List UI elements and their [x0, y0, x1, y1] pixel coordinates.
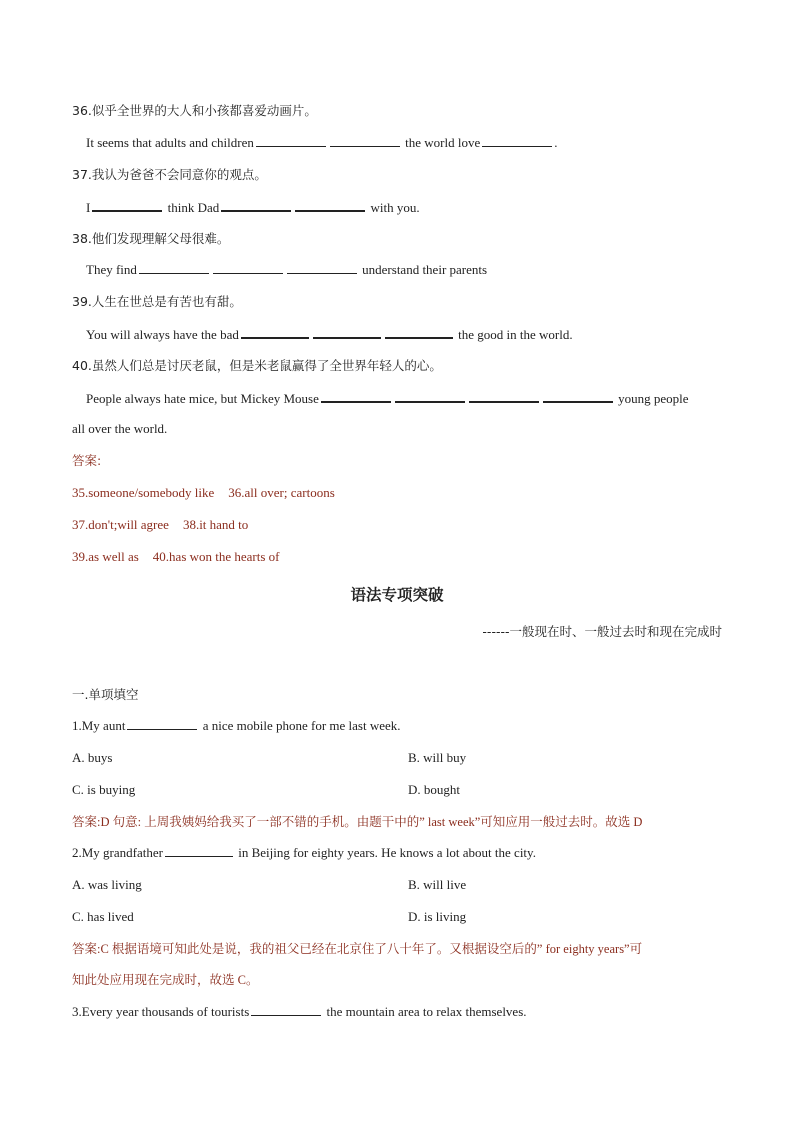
- mc-question-1: 1.My aunt a nice mobile phone for me last week.: [72, 718, 401, 733]
- answer-blank[interactable]: [213, 261, 283, 274]
- option-b[interactable]: B. will live: [408, 877, 467, 892]
- answers-row-2: 37.don't;will agree 38.it hand to: [72, 517, 249, 532]
- question-40-english: People always hate mice, but Mickey Mouse young people: [86, 391, 689, 406]
- question-37-chinese: 37.我认为爸爸不会同意你的观点。: [72, 167, 267, 182]
- answer-blank[interactable]: [469, 389, 539, 403]
- answer-blank[interactable]: [256, 134, 326, 147]
- section-title: 语法专项突破: [350, 586, 444, 604]
- answer-blank[interactable]: [221, 198, 291, 212]
- option-c[interactable]: C. is buying: [72, 782, 136, 797]
- option-d[interactable]: D. is living: [408, 909, 467, 924]
- answer-blank[interactable]: [295, 198, 365, 212]
- section-subtitle: ------一般现在时、一般过去时和现在完成时: [482, 624, 722, 639]
- option-a[interactable]: A. buys: [72, 750, 113, 765]
- answers-row-1: 35.someone/somebody like 36.all over; cartoons: [72, 485, 335, 500]
- answer-blank[interactable]: [127, 717, 197, 730]
- option-d[interactable]: D. bought: [408, 782, 460, 797]
- answer-blank[interactable]: [287, 261, 357, 274]
- answer-blank[interactable]: [165, 844, 233, 857]
- answer-blank[interactable]: [241, 325, 309, 339]
- answers-row-3: 39.as well as 40.has won the hearts of: [72, 549, 280, 564]
- question-36-english: It seems that adults and children the world love .: [86, 135, 558, 150]
- option-c[interactable]: C. has lived: [72, 909, 134, 924]
- option-b[interactable]: B. will buy: [408, 750, 467, 765]
- mc-2-options-row-2: [72, 908, 722, 926]
- mc-2-options-row-1: [72, 876, 722, 894]
- answers-label: 答案:: [72, 453, 102, 468]
- option-a[interactable]: A. was living: [72, 877, 142, 892]
- answer-blank[interactable]: [385, 325, 453, 339]
- mc-2-answer-line-1: 答案:C 根据语境可知此处是说，我的祖父已经在北京住了八十年了。又根据设空后的” for eighty years”可: [72, 942, 643, 956]
- question-40-continued: all over the world.: [72, 421, 168, 436]
- question-37-english: I think Dad with you.: [86, 200, 420, 215]
- mc-2-answer-line-2: 知此处应用现在完成时，故选 C。: [72, 973, 259, 987]
- answer-blank[interactable]: [330, 134, 400, 147]
- answer-blank[interactable]: [139, 261, 209, 274]
- mc-question-2: 2.My grandfather in Beijing for eighty years. He knows a lot about the city.: [72, 845, 536, 860]
- part-heading: 一.单项填空: [72, 687, 139, 702]
- answer-blank[interactable]: [543, 389, 613, 403]
- mc-1-answer: 答案:D 句意: 上周我姨妈给我买了一部不错的手机。由题干中的” last week”可知应用一般过去时。故选 D: [72, 815, 643, 829]
- answer-blank[interactable]: [313, 325, 381, 339]
- mc-1-options-row-1: [72, 749, 722, 767]
- question-39-chinese: 39.人生在世总是有苦也有甜。: [72, 294, 242, 309]
- answer-blank[interactable]: [395, 389, 465, 403]
- answer-blank[interactable]: [92, 198, 162, 212]
- question-40-chinese: 40.虽然人们总是讨厌老鼠，但是米老鼠赢得了全世界年轻人的心。: [72, 358, 442, 373]
- answer-blank[interactable]: [321, 389, 391, 403]
- answer-blank[interactable]: [482, 134, 552, 147]
- question-38-english: They find understand their parents: [86, 262, 488, 277]
- mc-question-3: 3.Every year thousands of tourists the mountain area to relax themselves.: [72, 1004, 527, 1019]
- answer-blank[interactable]: [251, 1003, 321, 1016]
- question-39-english: You will always have the bad the good in the world.: [86, 327, 573, 342]
- question-36-chinese: 36.似乎全世界的大人和小孩都喜爱动画片。: [72, 103, 317, 118]
- question-38-chinese: 38.他们发现理解父母很难。: [72, 231, 230, 246]
- mc-1-options-row-2: [72, 781, 722, 799]
